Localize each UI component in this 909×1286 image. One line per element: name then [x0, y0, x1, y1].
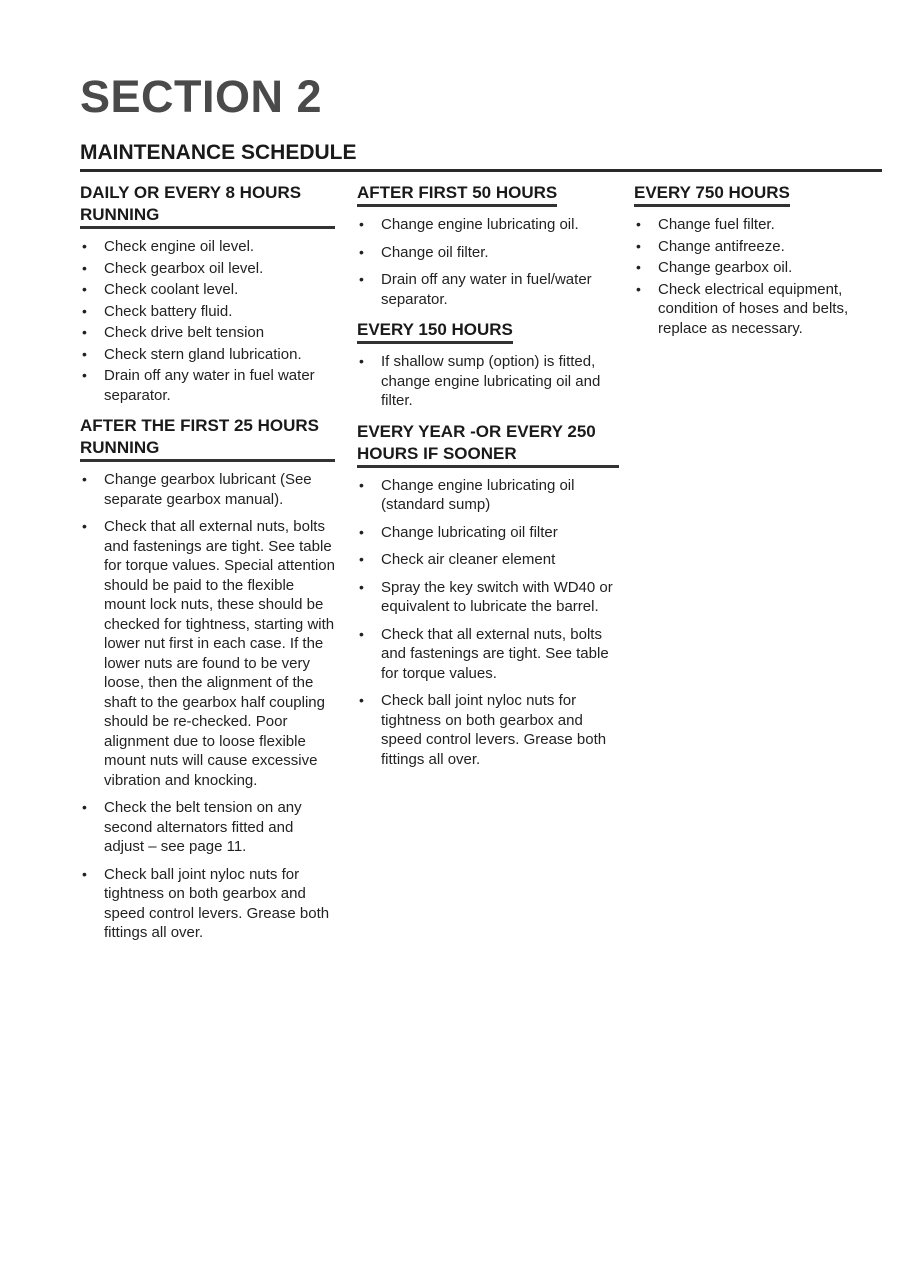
bullet-icon: • [359, 476, 364, 493]
list-item [357, 352, 619, 411]
bullet-icon: • [82, 799, 87, 815]
bullet-icon: • [359, 578, 364, 595]
list-item [634, 237, 874, 257]
first25-block [80, 415, 335, 943]
list-item-text: Check stern gland lubrication. [104, 345, 302, 363]
list-item-text: Check drive belt tension [104, 324, 265, 341]
bullet-icon: • [359, 523, 364, 540]
list-item-text: Check ball joint nyloc nuts for tightness on both gearbox and speed control levers. Grease both fittings all over. [381, 692, 607, 768]
list-item-text: Change oil filter. [381, 243, 489, 261]
bullet-icon: • [359, 625, 364, 642]
every-year-block [357, 421, 619, 770]
daily-list [80, 237, 335, 405]
every750-list [634, 215, 874, 338]
list-item-text: Check ball joint nyloc nuts for tightness on both gearbox and speed control levers. Grease both fittings all over. [104, 865, 330, 941]
bullet-icon: • [82, 367, 87, 383]
bullet-icon: • [636, 259, 641, 275]
every150-list [357, 352, 619, 411]
first50-block [357, 182, 619, 309]
list-item [80, 798, 335, 857]
list-item-text: Check air cleaner element [381, 551, 556, 568]
list-item [357, 243, 619, 263]
list-item [80, 517, 335, 790]
every150-block [357, 319, 619, 411]
list-item-text: Change gearbox lubricant (See separate gearbox manual). [104, 471, 312, 508]
bullet-icon: • [82, 281, 87, 297]
list-item-text: If shallow sump (option) is fitted, change engine lubricating oil and filter. [381, 353, 601, 409]
list-item [357, 270, 619, 309]
column-2 [357, 182, 619, 779]
list-item-text: Change lubricating oil filter [381, 523, 558, 541]
list-item-text: Change fuel filter. [658, 216, 775, 233]
list-item [80, 345, 335, 365]
bullet-icon: • [359, 551, 364, 567]
bullet-icon: • [82, 518, 87, 534]
bullet-icon: • [359, 271, 364, 287]
bullet-icon: • [82, 345, 87, 362]
list-item [80, 280, 335, 300]
bullet-icon: • [82, 302, 87, 319]
every150-heading: EVERY 150 HOURS [357, 319, 513, 344]
list-item [80, 259, 335, 279]
bullet-icon: • [82, 471, 87, 487]
every750-heading: EVERY 750 HOURS [634, 182, 790, 207]
every750-block [634, 182, 874, 338]
bullet-icon: • [82, 865, 87, 882]
list-item [357, 578, 619, 617]
bullet-icon: • [359, 243, 364, 260]
list-item [357, 625, 619, 684]
daily-block [80, 182, 335, 405]
bullet-icon: • [636, 216, 641, 232]
bullet-icon: • [636, 237, 641, 254]
list-item [634, 258, 874, 278]
column-1 [80, 182, 335, 953]
every-year-list [357, 476, 619, 770]
list-item-text: Check battery fluid. [104, 302, 233, 320]
bullet-icon: • [82, 238, 87, 254]
list-item [80, 302, 335, 322]
list-item-text: Change engine lubricating oil (standard sump) [381, 476, 575, 513]
list-item-text: Check coolant level. [104, 281, 239, 298]
title-divider [80, 169, 882, 172]
column-3 [634, 182, 874, 348]
list-item [634, 215, 874, 235]
list-item-text: Check gearbox oil level. [104, 259, 264, 277]
list-item [357, 691, 619, 769]
list-item-text: Change gearbox oil. [658, 259, 793, 276]
bullet-icon: • [359, 692, 364, 708]
list-item-text: Check engine oil level. [104, 238, 255, 255]
bullet-icon: • [359, 353, 364, 369]
daily-heading: DAILY OR EVERY 8 HOURS RUNNING [80, 182, 335, 229]
list-item-text: Spray the key switch with WD40 or equivalent to lubricate the barrel. [381, 578, 613, 615]
first25-list [80, 470, 335, 943]
first50-list [357, 215, 619, 309]
list-item [80, 865, 335, 943]
bullet-icon: • [636, 280, 641, 297]
list-item [357, 476, 619, 515]
list-item-text: Change engine lubricating oil. [381, 216, 579, 233]
list-item-text: Check that all external nuts, bolts and fastenings are tight. See table for torque values. [381, 625, 609, 682]
bullet-icon: • [359, 216, 364, 232]
list-item-text: Check the belt tension on any second alternators fitted and adjust – see page 11. [104, 799, 302, 855]
list-item [357, 550, 619, 570]
list-item [80, 237, 335, 257]
section-title: SECTION 2 [80, 71, 323, 122]
list-item-text: Drain off any water in fuel/water separator. [381, 271, 592, 308]
list-item-text: Change antifreeze. [658, 237, 785, 255]
list-item [357, 215, 619, 235]
list-item-text: Check that all external nuts, bolts and fastenings are tight. See table for torque values. Special attention should be paid to the flexible mount lock nuts, these should be checked for tightness, starting with lower nut first in each case. If the lower nuts are found to be very loose, then the alignment of the shaft to the gearbox half coupling should be re-checked. Poor alignment due to loose flexible mount nuts will cause excessive vibration and knocking. [104, 518, 335, 789]
first25-heading: AFTER THE FIRST 25 HOURS RUNNING [80, 415, 335, 462]
list-item [357, 523, 619, 543]
list-item [80, 470, 335, 509]
list-item [634, 280, 874, 339]
list-item [80, 323, 335, 343]
every-year-heading: EVERY YEAR -OR EVERY 250 HOURS IF SOONER [357, 421, 619, 468]
list-item-text: Check electrical equipment, condition of hoses and belts, replace as necessary. [658, 280, 849, 337]
bullet-icon: • [82, 259, 87, 276]
bullet-icon: • [82, 324, 87, 340]
list-item [80, 366, 335, 405]
maintenance-schedule-title: MAINTENANCE SCHEDULE [80, 141, 357, 164]
first50-heading: AFTER FIRST 50 HOURS [357, 182, 557, 207]
list-item-text: Drain off any water in fuel water separator. [104, 367, 315, 404]
